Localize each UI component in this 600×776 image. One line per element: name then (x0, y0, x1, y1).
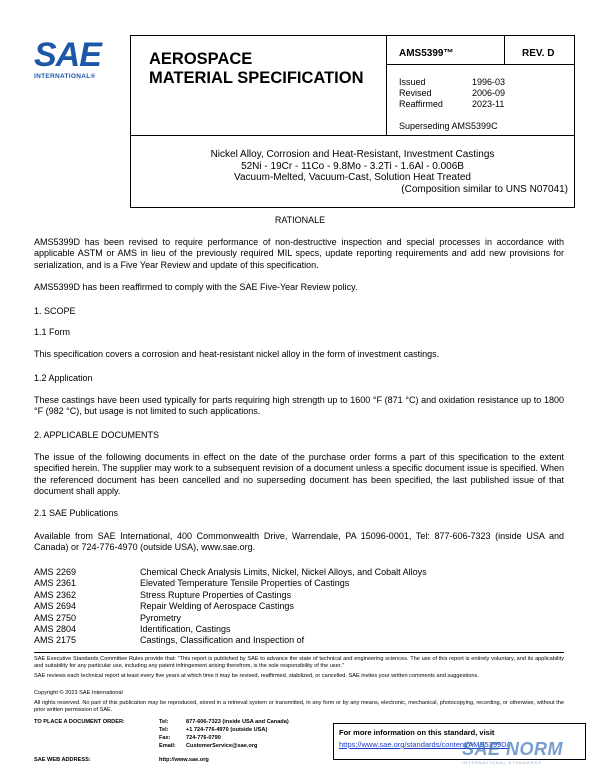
footer-divider (34, 652, 564, 653)
subject-line-1: Nickel Alloy, Corrosion and Heat-Resistant, Investment Castings (210, 149, 495, 160)
more-info-text: For more information on this standard, visit (339, 728, 495, 737)
section-2-1-text: Available from SAE International, 400 Commonwealth Drive, Warrendale, PA 15096-0001, Tel: 877-606-7323 (inside USA and Canada) or 724-776-4970 (outside USA), www.sae.org. (34, 531, 564, 553)
standard-url-link[interactable]: https://www.sae.org/standards/content/AMS5399D/ (339, 740, 509, 749)
footer-review: SAE reviews each technical report at least every five years at which time it may be revised, reaffirmed, stabilized, or cancelled. SAE invites your written comments and suggestions. (34, 673, 479, 679)
web-address[interactable]: http://www.sae.org (159, 757, 209, 763)
rationale-heading: RATIONALE (274, 215, 326, 225)
reaffirmed-label: Reaffirmed (399, 99, 443, 109)
fax-label: Fax: (159, 735, 171, 741)
spec-subject-box (130, 136, 575, 208)
spec-type-line-2: MATERIAL SPECIFICATION (149, 69, 364, 87)
ref-title: Chemical Check Analysis Limits, Nickel, Nickel Alloys, and Cobalt Alloys (140, 567, 427, 577)
issued-date: 1996-03 (472, 77, 506, 87)
ref-code: AMS 2361 (34, 578, 77, 589)
ref-code: AMS 2269 (34, 567, 77, 577)
sae-logo-mark: SAE (34, 36, 101, 74)
issued-label: Issued (399, 77, 426, 87)
section-1-1-heading: 1.1 Form (34, 327, 71, 337)
watermark-subtext: INTERNATIONAL STANDARDS (462, 760, 543, 765)
section-1-1-text: This specification covers a corrosion and heat-resistant nickel alloy in the form of investment castings. (34, 349, 440, 359)
subject-line-2: 52Ni - 19Cr - 11Co - 9.8Mo - 3.2Ti - 1.6Al - 0.006B (241, 160, 464, 172)
sae-logo-subtitle: INTERNATIONAL® (34, 73, 96, 80)
sae-norm-watermark (462, 739, 598, 775)
document-number: AMS5399™ (387, 35, 505, 65)
ref-title: Stress Rupture Properties of Castings (140, 589, 292, 600)
footer-copyright: Copyright © 2023 SAE International (34, 690, 123, 696)
spec-type-box (130, 35, 387, 136)
issue-dates-box (387, 65, 575, 136)
subject-line-4: (Composition similar to UNS N07041) (401, 183, 568, 195)
tel2-label: Tel: (159, 727, 169, 733)
tel2-value: +1 724-776-4970 (outside USA) (186, 727, 268, 733)
web-label: SAE WEB ADDRESS: (34, 757, 91, 763)
section-2-heading: 2. APPLICABLE DOCUMENTS (34, 430, 160, 440)
ref-code: AMS 2362 (34, 589, 77, 600)
watermark-text: SAE NORM (462, 739, 564, 759)
ref-code: AMS 2175 (34, 635, 77, 646)
section-1-2-heading: 1.2 Application (34, 373, 93, 383)
spec-type-title (149, 50, 364, 88)
ref-title: Pyrometry (140, 612, 182, 623)
spec-type-line-1: AEROSPACE (149, 50, 253, 68)
section-1-heading: 1. SCOPE (34, 306, 76, 316)
ref-title: Identification, Castings (140, 624, 231, 634)
ref-code: AMS 2750 (34, 612, 77, 623)
ref-title: Repair Welding of Aerospace Castings (140, 601, 294, 612)
fax-value: 724-776-0790 (186, 735, 221, 741)
section-2-text: The issue of the following documents in effect on the date of the purchase order forms a part of this specification to the extent specified herein. The supplier may work to a subsequent revision of a document unless a specific document issue is specified. When the referenced document has been cancelled and no superseding document has been specified, the last published issue of that document shall apply. (34, 452, 564, 497)
ref-code: AMS 2804 (34, 624, 77, 634)
rationale-paragraph-2: AMS5399D has been reaffirmed to comply with the SAE Five-Year Review policy. (34, 282, 358, 292)
section-2-1-heading: 2.1 SAE Publications (34, 508, 119, 518)
ref-title: Elevated Temperature Tensile Properties of Castings (140, 578, 350, 589)
order-label: TO PLACE A DOCUMENT ORDER: (34, 719, 125, 725)
section-1-2-text: These castings have been used typically for parts requiring high strength up to 1600 °F (871 °C) and oxidation resistance up to 1800 °F (982 °C), but usage is not limited to such applications. (34, 395, 564, 417)
footer-rights: All rights reserved. No part of this publication may be reproduced, stored in a retrieval system or transmitted, in any form or by any means, electronic, mechanical, photocopying, recording, or otherwise, without the prior written permission of SAE. (34, 700, 564, 713)
ref-title: Castings, Classification and Inspection of (140, 635, 305, 646)
rationale-paragraph-1: AMS5399D has been revised to require performance of non-destructive inspection and special processes in accordance with applicable ASTM or AMS in lieu of the previously required MIL specs, update reporting requirements and add new provisions for serialization, and is a Five Year Review and update of this specification. (34, 237, 564, 270)
tel1-value: 877-606-7323 (inside USA and Canada) (186, 719, 289, 725)
revised-label: Revised (399, 88, 432, 98)
email-label: Email: (159, 743, 176, 749)
sae-logo (34, 36, 126, 80)
tel1-label: Tel: (159, 719, 169, 725)
revision-label: REV. D (505, 35, 575, 65)
subject-line-3: Vacuum-Melted, Vacuum-Cast, Solution Heat Treated (234, 172, 471, 183)
email-value[interactable]: CustomerService@sae.org (186, 743, 258, 749)
ref-code: AMS 2694 (34, 601, 77, 612)
revised-date: 2006-09 (472, 88, 506, 98)
footer-rules: SAE Executive Standards Committee Rules provide that: “This report is published by SAE to advance the state of technical and engineering sciences. The use of this report is entirely voluntary, and its applicability and suitability for any particular use, including any patent infringement arising therefrom, is the sole responsibility of the user.” (34, 656, 564, 669)
reaffirmed-date: 2023-11 (472, 99, 505, 109)
superseding-note: Superseding AMS5399C (399, 121, 498, 131)
